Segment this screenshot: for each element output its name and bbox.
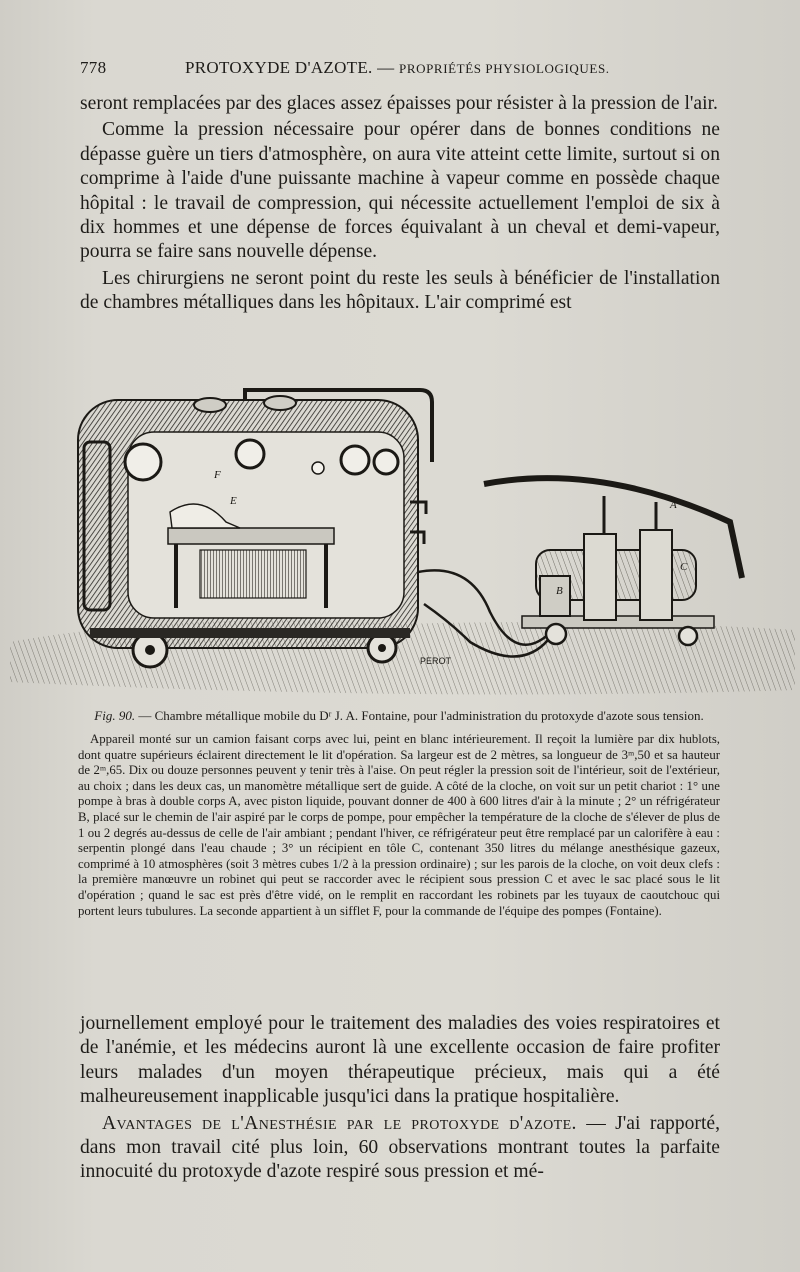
running-title (185, 58, 610, 78)
figure-caption (78, 708, 720, 919)
figure-number: Fig. 90. (94, 708, 136, 723)
label-c: C (680, 561, 688, 573)
body-text-top (80, 92, 720, 316)
figure-description: Appareil monté sur un camion faisant corps avec lui, peint en blanc intérieurement. Il reçoit la lumière par dix hublots, dont quatre supérieurs éclairent directement le lit d'opération. Sa largeur est de 2 mètres, sa longueur de 3ᵐ,50 et sa hauteur de 2ᵐ,65. Dix ou douze personnes peuvent y tenir très à l'aise. On peut régler la pression soit de l'intérieur, soit de l'extérieur, au choix ; dans les deux cas, un manomètre métallique sert de guide. A côté de la cloche, on voit sur un petit chariot : 1° une pompe à bras à double corps A, avec piston liquide, pouvant donner de 400 à 600 litres d'air à la minute ; 2° un réfrigérateur B, placé sur le chemin de l'air aspiré par le corps de pompe, pour empêcher la température de la cloche de s'élever de plus de 1 ou 2 degrés au-dessus de celle de l'air ambiant ; pendant l'hiver, ce réfrigérateur peut être remplacé par un calorifère à eau : serpentin plongé dans l'eau chaude ; 3° un récipient en tôle C, contenant 350 litres du mélange anesthésique gazeux, comprimé à 10 atmosphères (soit 3 mètres cubes 1/2 à la pression ordinaire) ; sur les parois de la cloche, on voit deux clefs : la première manœuvre un robinet qui peut se raccorder avec le récipient sous pression C et avec le sac placé sous le lit d'opération ; quand le sac est près d'être vidé, on le remplit en raccordant les robinets par les tuyaux de caoutchouc qui portent leurs tubulures. La seconde appartient à un sifflet F, pour la commande de l'équipe des pompes (Fontaine). (78, 732, 720, 918)
paragraph-air-comprime: journellement employé pour le traitement des maladies des voies respiratoires et de l'anémie, et les médecins auront là une excellente occasion de faire profiter leurs malades d'un moyen thérapeutique précieux, mais qui a été malheureusement inapplicable jusqu'ici dans la pratique hospitalière. (80, 1013, 720, 1108)
paragraph-surgeons: Les chirurgiens ne seront point du reste les seuls à bénéficier de l'installation de chambres métalliques dans les hôpitaux. L'air comprimé est (80, 267, 720, 314)
paragraph-continuation: seront remplacées par des glaces assez épaisses pour résister à la pression de l'air. (80, 93, 718, 114)
label-e: E (230, 495, 237, 507)
metal-chamber (78, 390, 432, 667)
label-b: B (556, 585, 563, 597)
figure-illustration (0, 372, 800, 702)
section-text: — J'ai rapporté, dans mon travail cité plus loin, 60 observations montrant toutes la parfaite innocuité du protoxyde d'azote respiré sous pression et mé- (80, 1112, 720, 1183)
pump-cart (484, 478, 742, 645)
figure-title (78, 708, 720, 724)
running-header (80, 58, 720, 82)
engraver-signature: PEROT (420, 656, 452, 666)
body-text-bottom (80, 1012, 720, 1185)
page-number: 778 (80, 58, 107, 77)
section-paragraph (80, 1112, 720, 1185)
running-title-main: PROTOXYDE D'AZOTE. — (185, 58, 395, 77)
paragraph-pressure: Comme la pression nécessaire pour opérer dans de bonnes conditions ne dépasse guère un tiers d'atmosphère, on aura vite atteint cette limite, surtout si on comprime à l'aide d'une puissante machine à vapeur comme en possède chaque hôpital : le travail de compression, qui nécessite actuellement l'emploi de six à dix hommes et une dépense de forces équivalant à un cheval et demi-vapeur, pourra se faire sans nouvelle dépense. (80, 119, 720, 263)
label-a: A (670, 499, 677, 511)
figure-title-text: — Chambre métallique mobile du Dʳ J. A. Fontaine, pour l'administration du protoxyde d'azote sous tension. (138, 708, 704, 723)
label-f: F (214, 469, 221, 481)
section-heading: Avantages de l'Anesthésie par le protoxyde d'azote. (102, 1112, 577, 1134)
running-title-sub: PROPRIÉTÉS PHYSIOLOGIQUES. (399, 61, 610, 76)
